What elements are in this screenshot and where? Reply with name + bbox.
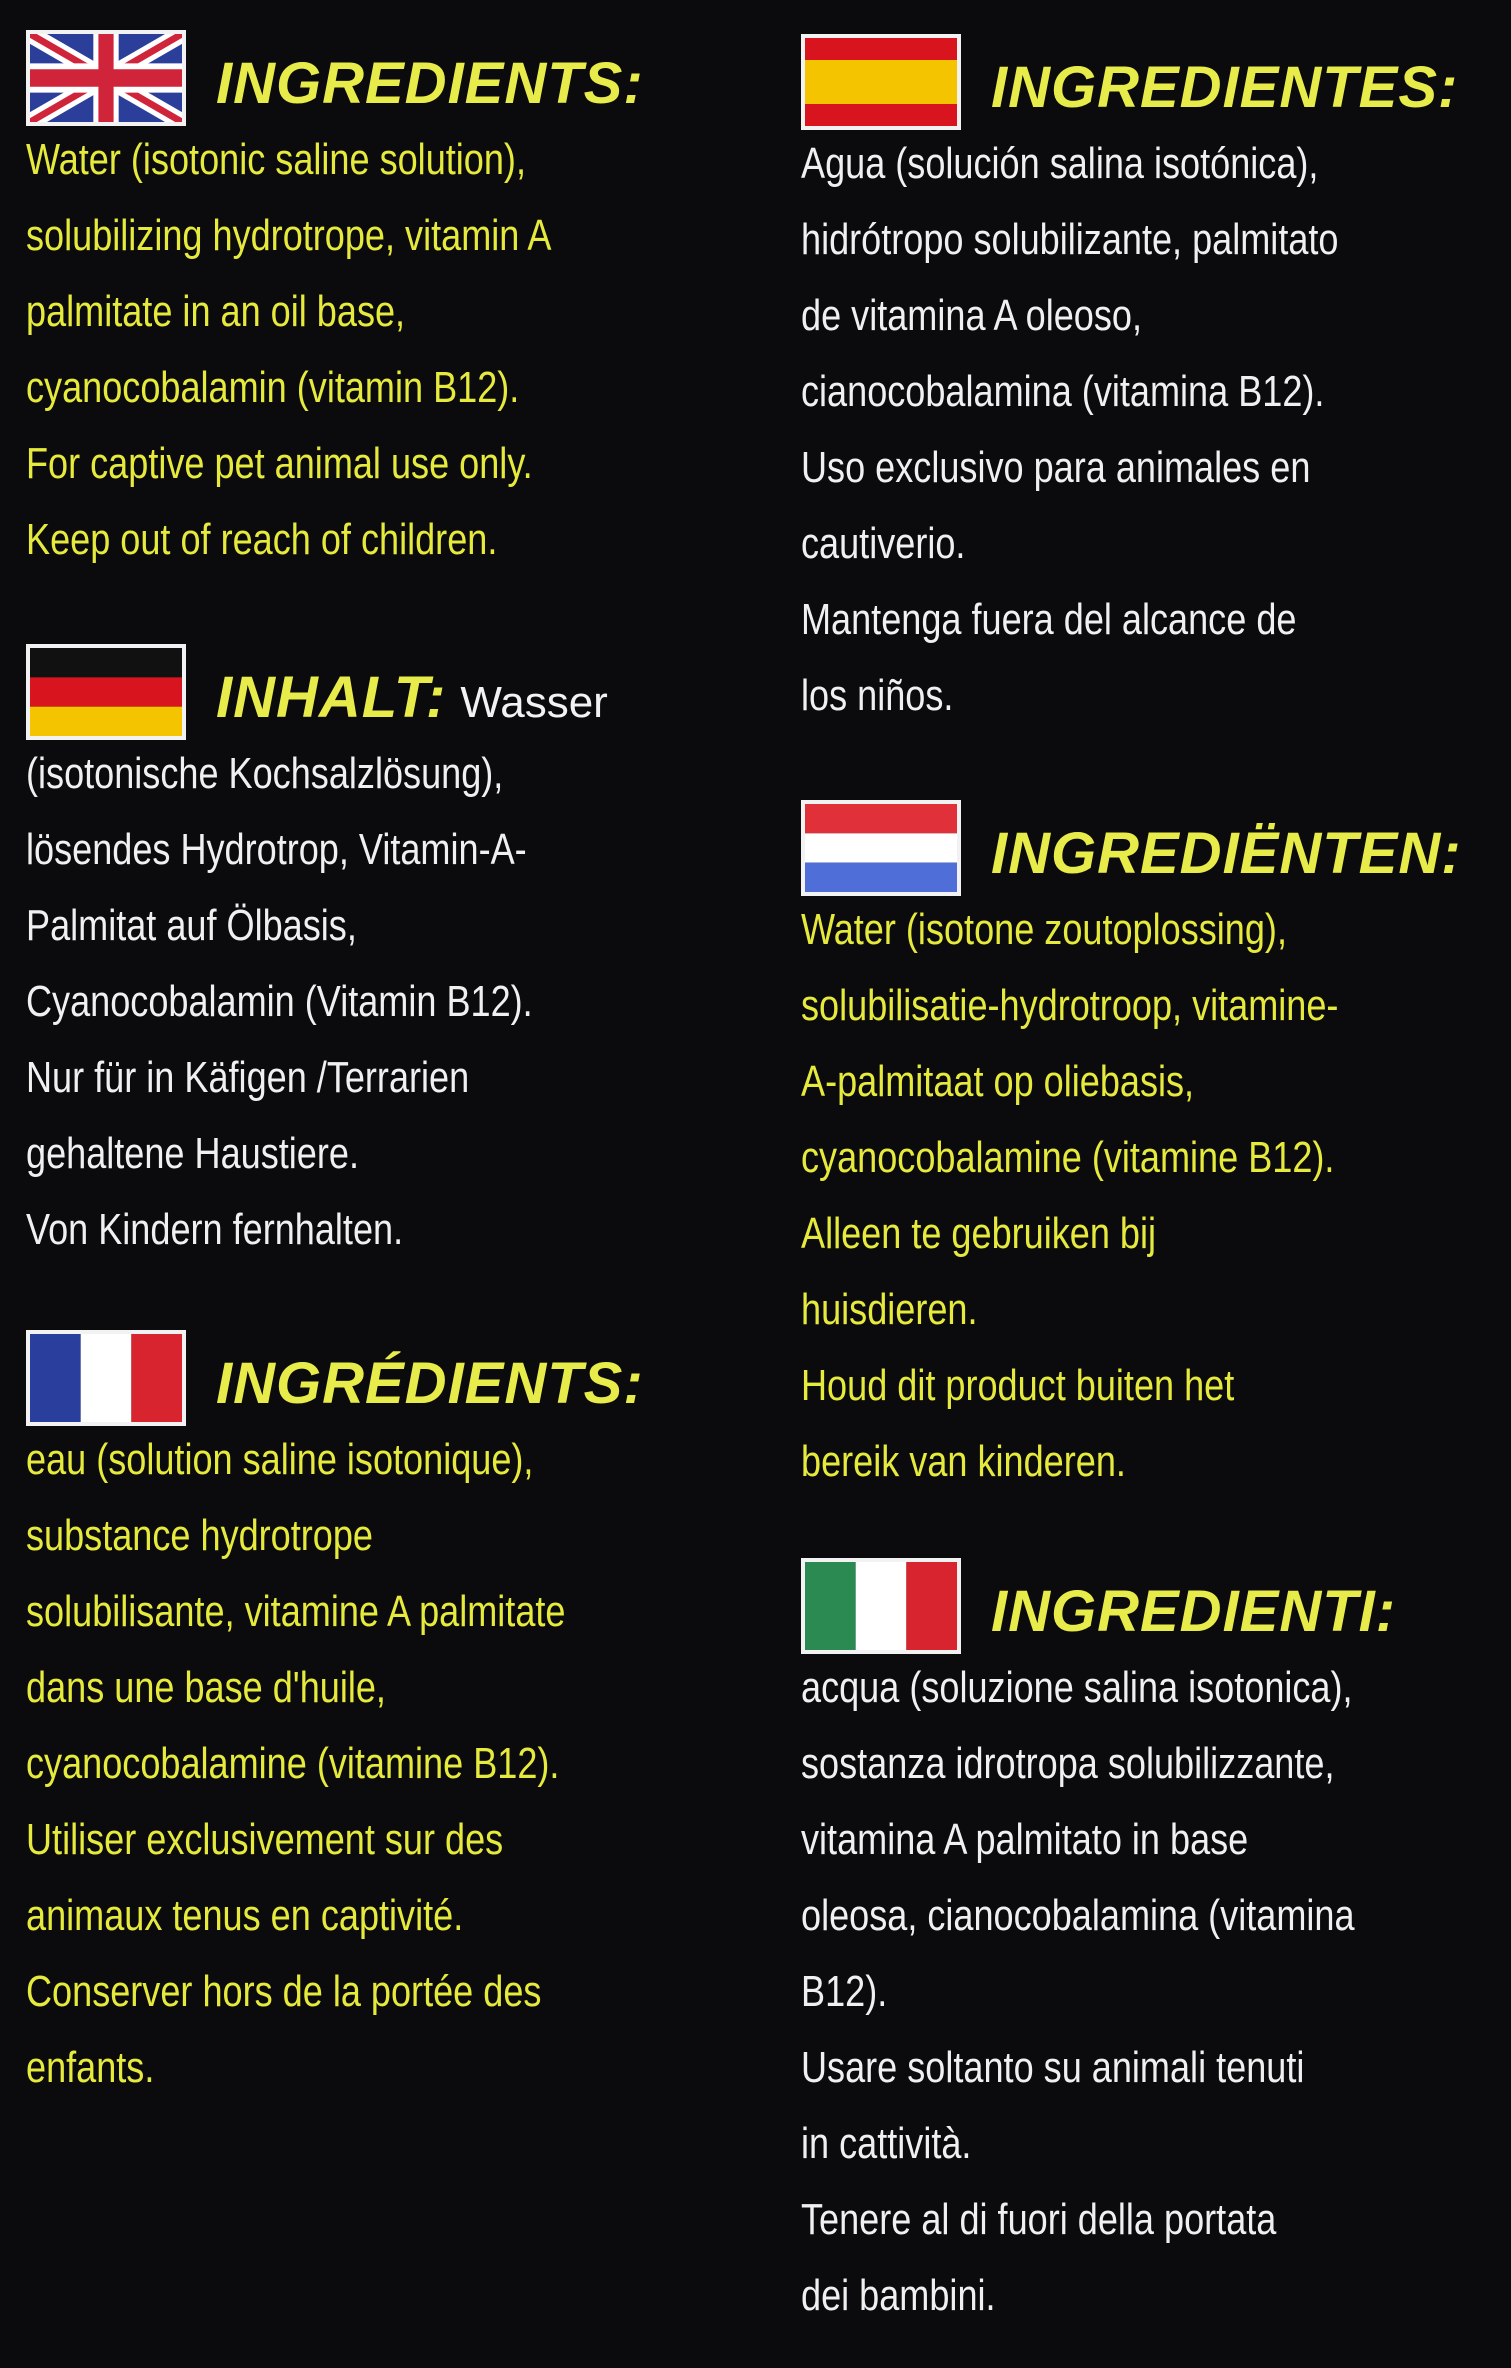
section-header: [801, 1550, 1501, 1650]
section-english: [26, 22, 746, 578]
heading-german: [216, 658, 608, 743]
ingredients-english: [26, 122, 746, 578]
text-line: A-palmitaat op oliebasis,: [801, 1057, 1195, 1106]
text-line: Mantenga fuera del alcance de: [801, 595, 1297, 644]
section-spanish: [801, 26, 1501, 734]
text-line: palmitate in an oil base,: [26, 287, 406, 336]
text-line: sostanza idrotropa solubilizzante,: [801, 1739, 1335, 1788]
text-line: cyanocobalamine (vitamine B12).: [26, 1739, 560, 1788]
text-line: dans une base d'huile,: [26, 1663, 386, 1712]
text-line: acqua (soluzione salina isotonica),: [801, 1663, 1353, 1712]
section-header: [26, 636, 746, 736]
section-german: [26, 636, 746, 1268]
spain-flag-icon: [801, 34, 961, 130]
text-line: de vitamina A oleoso,: [801, 291, 1142, 340]
ingredients-french: [26, 1422, 746, 2106]
heading-english: INGREDIENTS:: [216, 51, 644, 116]
heading-german-first-word: Wasser: [460, 678, 608, 727]
text-line: bereik van kinderen.: [801, 1437, 1126, 1486]
section-header: [801, 792, 1501, 892]
text-line: For captive pet animal use only.: [26, 439, 533, 488]
section-french: [26, 1322, 746, 2106]
heading-german-label: INHALT:: [216, 665, 447, 730]
text-line: in cattività.: [801, 2119, 972, 2168]
text-line: eau (solution saline isotonique),: [26, 1435, 534, 1484]
text-line: Uso exclusivo para animales en: [801, 443, 1311, 492]
text-line: (isotonische Kochsalzlösung),: [26, 749, 504, 798]
text-line: cianocobalamina (vitamina B12).: [801, 367, 1325, 416]
text-line: oleosa, cianocobalamina (vitamina: [801, 1891, 1355, 1940]
text-line: Cyanocobalamin (Vitamin B12).: [26, 977, 533, 1026]
text-line: Agua (solución salina isotónica),: [801, 139, 1319, 188]
text-line: Utiliser exclusivement sur des: [26, 1815, 504, 1864]
text-line: lösendes Hydrotrop, Vitamin-A-: [26, 825, 527, 874]
text-line: solubilizing hydrotrope, vitamin A: [26, 211, 552, 260]
heading-spanish: INGREDIENTES:: [991, 55, 1459, 120]
text-line: dei bambini.: [801, 2271, 996, 2320]
ingredients-italian: [801, 1650, 1501, 2334]
text-line: Keep out of reach of children.: [26, 515, 498, 564]
uk-flag-icon: [26, 30, 186, 126]
section-dutch: [801, 792, 1501, 1500]
text-line: Von Kindern fernhalten.: [26, 1205, 404, 1254]
heading-french: INGRÉDIENTS:: [216, 1351, 644, 1416]
text-line: cautiverio.: [801, 519, 966, 568]
italy-flag-icon: [801, 1558, 961, 1654]
text-line: cyanocobalamin (vitamin B12).: [26, 363, 520, 412]
heading-italian: INGREDIENTI:: [991, 1579, 1397, 1644]
text-line: Water (isotone zoutoplossing),: [801, 905, 1287, 954]
netherlands-flag-icon: [801, 800, 961, 896]
text-line: Usare soltanto su animali tenuti: [801, 2043, 1305, 2092]
france-flag-icon: [26, 1330, 186, 1426]
ingredients-german: [26, 736, 746, 1268]
section-header: [801, 26, 1501, 126]
section-italian: [801, 1550, 1501, 2334]
text-line: animaux tenus en captivité.: [26, 1891, 464, 1940]
text-line: hidrótropo solubilizante, palmitato: [801, 215, 1339, 264]
text-line: substance hydrotrope: [26, 1511, 373, 1560]
text-line: Houd dit product buiten het: [801, 1361, 1235, 1410]
text-line: vitamina A palmitato in base: [801, 1815, 1249, 1864]
text-line: huisdieren.: [801, 1285, 978, 1334]
text-line: Tenere al di fuori della portata: [801, 2195, 1277, 2244]
text-line: gehaltene Haustiere.: [26, 1129, 359, 1178]
text-line: Water (isotonic saline solution),: [26, 135, 526, 184]
text-line: cyanocobalamine (vitamine B12).: [801, 1133, 1335, 1182]
text-line: Palmitat auf Ölbasis,: [26, 901, 357, 950]
germany-flag-icon: [26, 644, 186, 740]
text-line: Conserver hors de la portée des: [26, 1967, 542, 2016]
text-line: solubilisante, vitamine A palmitate: [26, 1587, 566, 1636]
heading-dutch: INGREDIËNTEN:: [991, 821, 1462, 886]
text-line: enfants.: [26, 2043, 155, 2092]
ingredients-spanish: [801, 126, 1501, 734]
text-line: los niños.: [801, 671, 954, 720]
section-header: [26, 22, 746, 122]
text-line: solubilisatie-hydrotroop, vitamine-: [801, 981, 1339, 1030]
text-line: Nur für in Käfigen /Terrarien: [26, 1053, 470, 1102]
text-line: Alleen te gebruiken bij: [801, 1209, 1157, 1258]
section-header: [26, 1322, 746, 1422]
ingredients-dutch: [801, 892, 1501, 1500]
text-line: B12).: [801, 1967, 888, 2016]
